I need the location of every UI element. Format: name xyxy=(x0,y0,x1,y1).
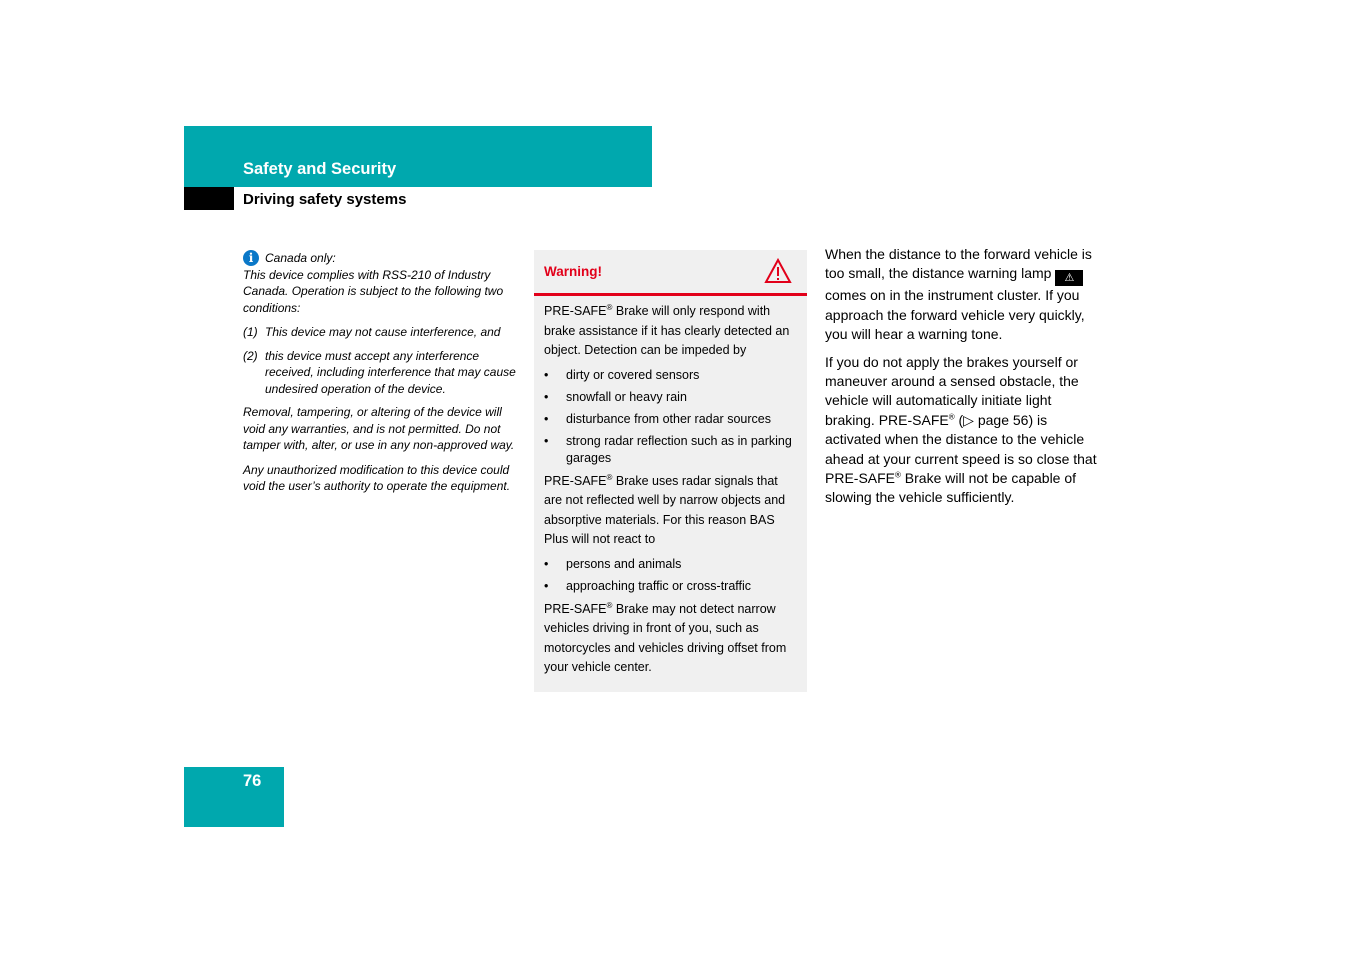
distance-warning-lamp-icon: ⚠ xyxy=(1055,270,1083,286)
main-text xyxy=(825,245,1103,516)
warning-title: Warning! xyxy=(544,264,602,279)
warning-para-2: PRE-SAFE® Brake uses radar signals that are not reflected well by narrow objects and absorptive materials. For this reason BAS Plus will not react to xyxy=(544,472,786,546)
info-heading: Canada only: xyxy=(265,251,336,265)
info-para-modification: Any unauthorized modification to this device could void the user’s authority to operate the equipment. xyxy=(243,462,511,493)
subsection-title: Driving safety systems xyxy=(243,191,407,208)
list-item: • persons and animals xyxy=(544,556,682,571)
condition-item: (1) This device may not cause interference, and xyxy=(243,325,501,339)
warning-header xyxy=(534,250,807,296)
warning-para-1: PRE-SAFE® Brake will only respond with brake assistance if it has clearly detected an object. Detection can be impeded by xyxy=(544,302,790,357)
warning-box xyxy=(534,250,807,692)
main-para-1: When the distance to the forward vehicle is too small, the distance warning lamp ⚠ comes on in the instrument cluster. If you approach the forward vehicle very quickly, you will hear a warning tone. xyxy=(825,246,1092,343)
list-item: • dirty or covered sensors xyxy=(544,367,700,382)
page-number-box xyxy=(184,767,284,827)
info-note xyxy=(243,250,518,503)
list-item: • disturbance from other radar sources xyxy=(544,411,771,426)
subsection-tab xyxy=(184,187,234,210)
warning-para-3: PRE-SAFE® Brake may not detect narrow vehicles driving in front of you, such as motorcycles and vehicles driving offset from your vehicle center. xyxy=(544,600,787,674)
list-item: • strong radar reflection such as in parking garages xyxy=(544,433,792,465)
info-intro: This device complies with RSS-210 of Industry Canada. Operation is subject to the following two conditions: xyxy=(243,267,504,315)
condition-item: (2) this device must accept any interference received, including interference that may cause undesired operation of the device. xyxy=(243,348,516,396)
main-para-2: If you do not apply the brakes yourself or maneuver around a sensed obstacle, the vehicle will automatically initiate light braking. PRE-SAFE® (▷ page 56) is activated when the distance to the vehicle ahead at your current speed is so close that PRE-SAFE® Brake will not be capable of slowing the vehicle sufficiently. xyxy=(825,353,1097,506)
info-para-tampering: Removal, tampering, or altering of the device will void any warranties, and is not permitted. Do not tamper with, alter, or use in any non-approved way. xyxy=(243,405,515,452)
info-icon: i xyxy=(243,250,259,266)
page-number: 76 xyxy=(243,772,262,790)
list-item: • approaching traffic or cross-traffic xyxy=(544,578,752,593)
warning-triangle-icon xyxy=(764,258,792,284)
section-title: Safety and Security xyxy=(243,160,397,178)
list-item: • snowfall or heavy rain xyxy=(544,389,687,404)
